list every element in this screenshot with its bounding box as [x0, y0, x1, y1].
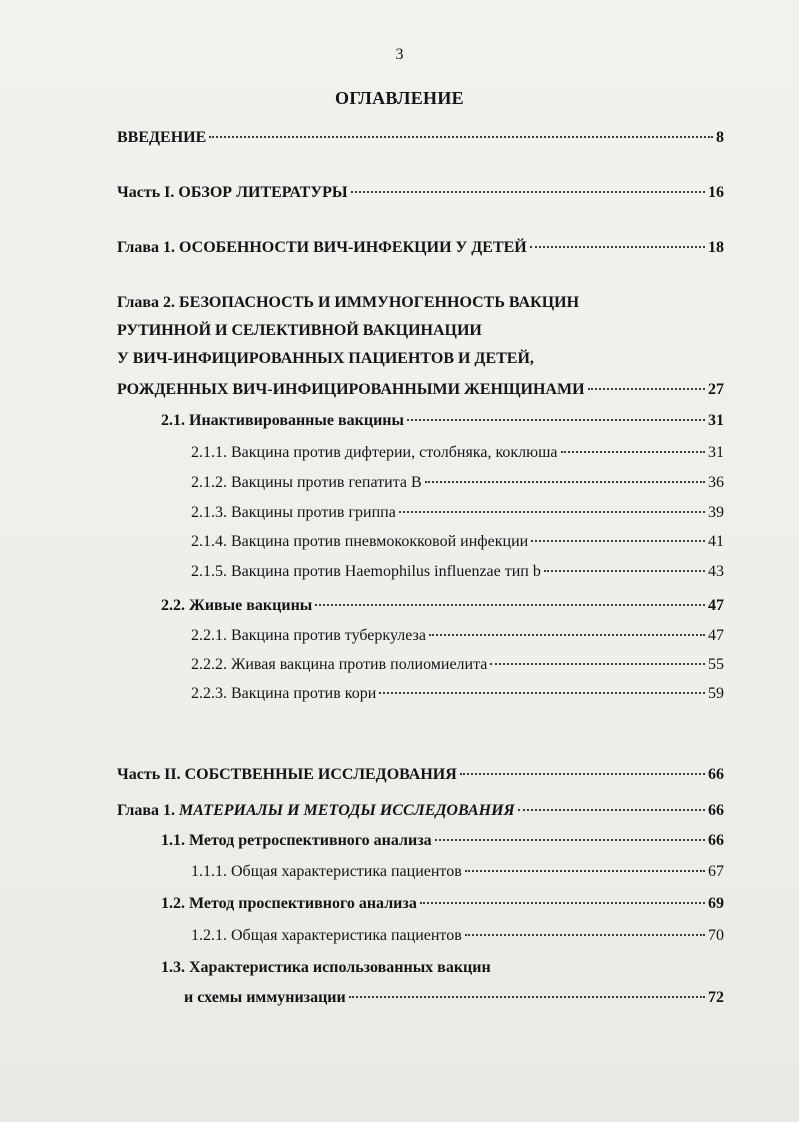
dot-leader: [490, 663, 705, 665]
toc-entry-2-1-3[interactable]: [191, 503, 724, 523]
dot-leader: [315, 604, 705, 606]
toc-entry-page: 43: [708, 563, 724, 580]
toc-entry-1-1-1[interactable]: [191, 862, 724, 882]
dot-leader: [465, 870, 705, 872]
dot-leader: [531, 540, 705, 542]
toc-chapter-title: МАТЕРИАЛЫ И МЕТОДЫ ИССЛЕДОВАНИЯ: [179, 802, 515, 819]
toc-entry-2-1-2[interactable]: [191, 473, 724, 493]
toc-entry-page: 36: [708, 474, 724, 491]
toc-entry-title: 2.2.1. Вакцина против туберкулеза: [191, 627, 426, 644]
toc-entry-1-2-1[interactable]: [191, 926, 724, 946]
toc-entry-page: 31: [708, 412, 724, 429]
toc-entry-page: 31: [708, 444, 724, 461]
toc-entry-title: 2.1. Инактивированные вакцины: [161, 412, 404, 429]
toc-entry-page: 41: [708, 533, 724, 550]
toc-entry-title: 2.1.1. Вакцина против дифтерии, столбняка, коклюша: [191, 444, 558, 461]
toc-entry-title: 1.1.1. Общая характеристика пациентов: [191, 863, 462, 880]
toc-1-3-line1: 1.3. Характеристика использованных вакцин: [161, 959, 491, 976]
dot-leader: [530, 246, 705, 248]
dot-leader: [399, 511, 705, 513]
toc-entry-title: 1.2. Метод проспективного анализа: [161, 895, 417, 912]
toc-entry-2-1-5[interactable]: [191, 562, 724, 582]
toc-entry-1-1[interactable]: [161, 831, 724, 851]
dot-leader: [351, 191, 705, 193]
toc-entry-page: 16: [708, 184, 724, 201]
toc-entry-title: 2.2.2. Живая вакцина против полиомиелита: [191, 656, 488, 673]
toc-entry-page: 47: [708, 597, 724, 614]
toc-entry-page: 8: [716, 129, 724, 146]
toc-entry-title: 1.1. Метод ретроспективного анализа: [161, 832, 432, 849]
dot-leader: [460, 773, 705, 775]
dot-leader: [588, 388, 705, 390]
toc-entry-title: 2.1.5. Вакцина против Haemophilus influenzae тип b: [191, 563, 541, 580]
toc-chapter2-line1: Глава 2. БЕЗОПАСНОСТЬ И ИММУНОГЕННОСТЬ ВАКЦИН: [117, 294, 580, 311]
toc-entry-page: 66: [708, 832, 724, 849]
toc-entry-page: 55: [708, 656, 724, 673]
toc-entry-part2[interactable]: [117, 765, 724, 785]
toc-entry-title: 2.2. Живые вакцины: [161, 597, 313, 614]
toc-entry-chapter1[interactable]: [117, 238, 724, 258]
toc-chapter2-line2: РУТИННОЙ И СЕЛЕКТИВНОЙ ВАКЦИНАЦИИ: [117, 322, 482, 339]
dot-leader: [465, 934, 705, 936]
toc-entry-2-1-4[interactable]: [191, 532, 724, 552]
toc-entry-1-2[interactable]: [161, 894, 724, 914]
dot-leader: [349, 996, 705, 998]
toc-entry-title: Часть II. СОБСТВЕННЫЕ ИССЛЕДОВАНИЯ: [117, 766, 457, 783]
toc-chapter2-line3: У ВИЧ-ИНФИЦИРОВАННЫХ ПАЦИЕНТОВ И ДЕТЕЙ,: [117, 350, 534, 367]
toc-entry-title: Часть I. ОБЗОР ЛИТЕРАТУРЫ: [117, 184, 348, 201]
toc-entry-2-1-1[interactable]: [191, 443, 724, 463]
toc-entry-2-2-3[interactable]: [191, 684, 724, 704]
dot-leader: [435, 839, 705, 841]
toc-entry-1-3[interactable]: [184, 988, 724, 1008]
toc-entry-page: 18: [708, 239, 724, 256]
dot-leader: [407, 419, 705, 421]
toc-entry-title: 1.2.1. Общая характеристика пациентов: [191, 927, 462, 944]
toc-entry-title: 2.1.2. Вакцины против гепатита В: [191, 474, 422, 491]
toc-entry-title: [117, 801, 515, 821]
toc-entry-title: ВВЕДЕНИЕ: [117, 129, 207, 146]
toc-entry-title: и схемы иммунизации: [184, 989, 346, 1006]
toc-entry-chapter1-part2[interactable]: [117, 801, 724, 821]
dot-leader: [561, 451, 705, 453]
toc-entry-chapter2[interactable]: [117, 380, 724, 400]
toc-entry-page: 70: [708, 927, 724, 944]
dot-leader: [425, 481, 705, 483]
dot-leader: [379, 692, 705, 694]
toc-entry-page: 66: [708, 766, 724, 783]
dot-leader: [420, 902, 705, 904]
toc-entry-2-2-2[interactable]: [191, 655, 724, 675]
toc-entry-page: 59: [708, 685, 724, 702]
dot-leader: [429, 634, 705, 636]
toc-entry-page: 69: [708, 895, 724, 912]
toc-entry-title: Глава 1. ОСОБЕННОСТИ ВИЧ-ИНФЕКЦИИ У ДЕТЕЙ: [117, 239, 527, 256]
toc-entry-intro[interactable]: [117, 128, 724, 148]
toc-entry-page: 39: [708, 504, 724, 521]
dot-leader: [209, 136, 713, 138]
toc-entry-2-2[interactable]: [161, 596, 724, 616]
toc-entry-title: 2.1.4. Вакцина против пневмококковой инфекции: [191, 533, 529, 550]
toc-entry-title: 2.1.3. Вакцины против гриппа: [191, 504, 396, 521]
toc-entry-page: 72: [708, 989, 724, 1006]
toc-heading: ОГЛАВЛЕНИЕ: [335, 88, 464, 108]
toc-entry-page: 47: [708, 627, 724, 644]
toc-entry-2-2-1[interactable]: [191, 626, 724, 646]
dot-leader: [518, 809, 705, 811]
toc-entry-page: 66: [708, 802, 724, 819]
page-number: 3: [395, 46, 404, 63]
toc-entry-title: 2.2.3. Вакцина против кори: [191, 685, 377, 702]
toc-entry-part1[interactable]: [117, 183, 724, 203]
toc-entry-page: 27: [708, 381, 724, 398]
dot-leader: [544, 570, 705, 572]
toc-entry-2-1[interactable]: [161, 411, 724, 431]
toc-entry-title: РОЖДЕННЫХ ВИЧ-ИНФИЦИРОВАННЫМИ ЖЕНЩИНАМИ: [117, 381, 585, 398]
toc-chapter-prefix: Глава 1.: [117, 802, 179, 819]
toc-entry-page: 67: [708, 863, 724, 880]
